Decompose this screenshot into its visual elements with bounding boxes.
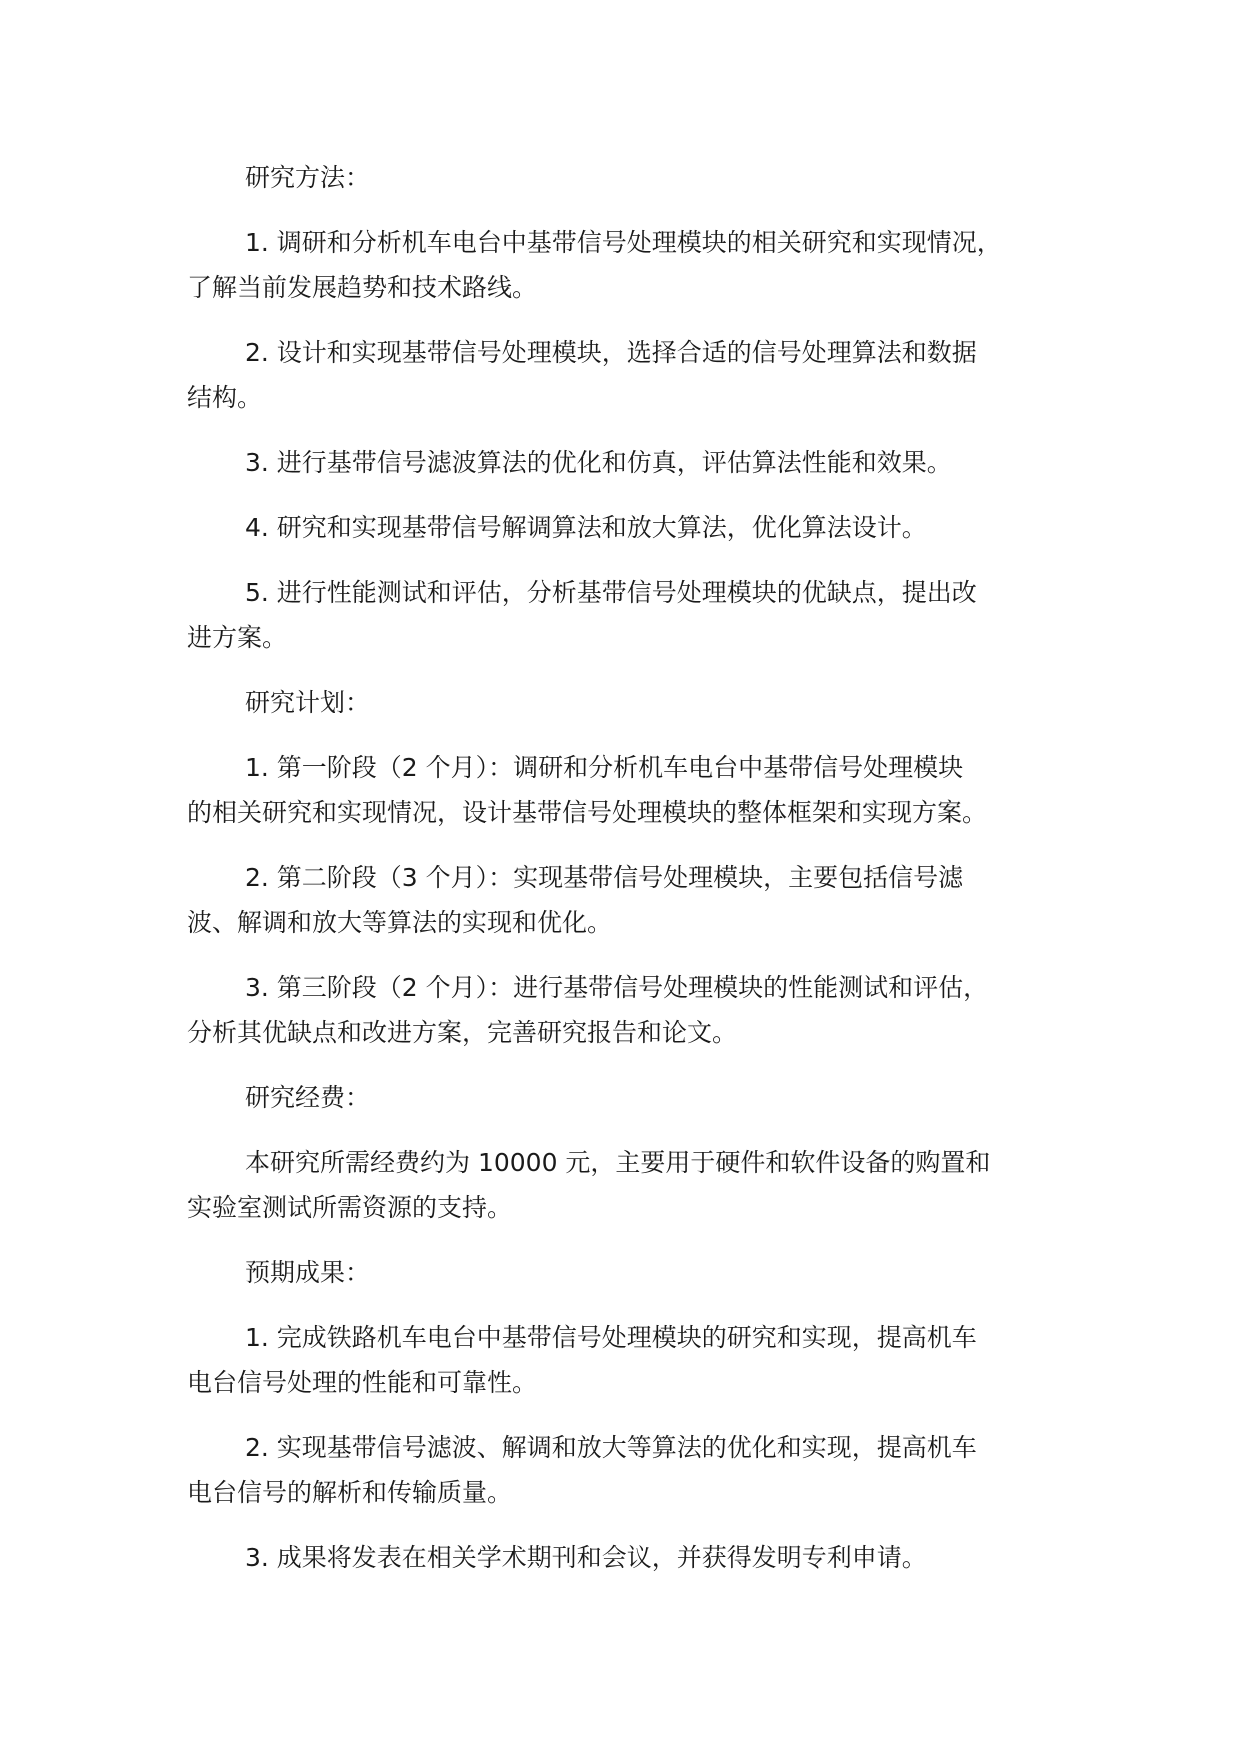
- paragraph: [187, 1535, 1087, 1580]
- paragraph-line: 2. 第二阶段（3 个月）：实现基带信号处理模块，主要包括信号滤: [245, 863, 964, 892]
- paragraph: [187, 1140, 1087, 1230]
- paragraph: [187, 1425, 1087, 1515]
- paragraph-line: 5. 进行性能测试和评估，分析基带信号处理模块的优缺点，提出改: [245, 578, 977, 607]
- paragraph-line: 2. 设计和实现基带信号处理模块，选择合适的信号处理算法和数据: [245, 338, 977, 367]
- paragraph: [187, 965, 1087, 1055]
- document-body: [187, 155, 1087, 1600]
- paragraph-line: 电台信号的解析和传输质量。: [187, 1478, 513, 1507]
- paragraph: [187, 330, 1087, 420]
- paragraph: [187, 745, 1087, 835]
- section-heading: [187, 680, 1087, 725]
- paragraph: [187, 855, 1087, 945]
- paragraph-line: 1. 调研和分析机车电台中基带信号处理模块的相关研究和实现情况，: [245, 228, 1002, 257]
- section-heading: [187, 1075, 1087, 1120]
- paragraph-line: 结构。: [187, 383, 263, 412]
- section-heading-text: 研究计划：: [245, 688, 371, 717]
- paragraph-line: 分析其优缺点和改进方案，完善研究报告和论文。: [187, 1018, 738, 1047]
- paragraph-line: 了解当前发展趋势和技术路线。: [187, 273, 538, 302]
- paragraph-line: 3. 进行基带信号滤波算法的优化和仿真，评估算法性能和效果。: [245, 448, 952, 477]
- paragraph-line: 4. 研究和实现基带信号解调算法和放大算法，优化算法设计。: [245, 513, 927, 542]
- paragraph-line: 1. 第一阶段（2 个月）：调研和分析机车电台中基带信号处理模块: [245, 753, 964, 782]
- paragraph-line: 1. 完成铁路机车电台中基带信号处理模块的研究和实现，提高机车: [245, 1323, 977, 1352]
- paragraph-line: 本研究所需经费约为 10000 元，主要用于硬件和软件设备的购置和: [245, 1148, 991, 1177]
- section-heading: [187, 155, 1087, 200]
- section-heading: [187, 1250, 1087, 1295]
- paragraph-line: 2. 实现基带信号滤波、解调和放大等算法的优化和实现，提高机车: [245, 1433, 977, 1462]
- paragraph: [187, 440, 1087, 485]
- paragraph-line: 3. 成果将发表在相关学术期刊和会议，并获得发明专利申请。: [245, 1543, 927, 1572]
- paragraph: [187, 220, 1087, 310]
- paragraph: [187, 1315, 1087, 1405]
- paragraph-line: 进方案。: [187, 623, 288, 652]
- section-heading-text: 预期成果：: [245, 1258, 371, 1287]
- paragraph-line: 电台信号处理的性能和可靠性。: [187, 1368, 538, 1397]
- paragraph-line: 波、解调和放大等算法的实现和优化。: [187, 908, 613, 937]
- paragraph-line: 的相关研究和实现情况，设计基带信号处理模块的整体框架和实现方案。: [187, 798, 988, 827]
- paragraph-line: 3. 第三阶段（2 个月）：进行基带信号处理模块的性能测试和评估，: [245, 973, 989, 1002]
- paragraph: [187, 570, 1087, 660]
- section-heading-text: 研究经费：: [245, 1083, 371, 1112]
- section-heading-text: 研究方法：: [245, 163, 371, 192]
- paragraph: [187, 505, 1087, 550]
- paragraph-line: 实验室测试所需资源的支持。: [187, 1193, 513, 1222]
